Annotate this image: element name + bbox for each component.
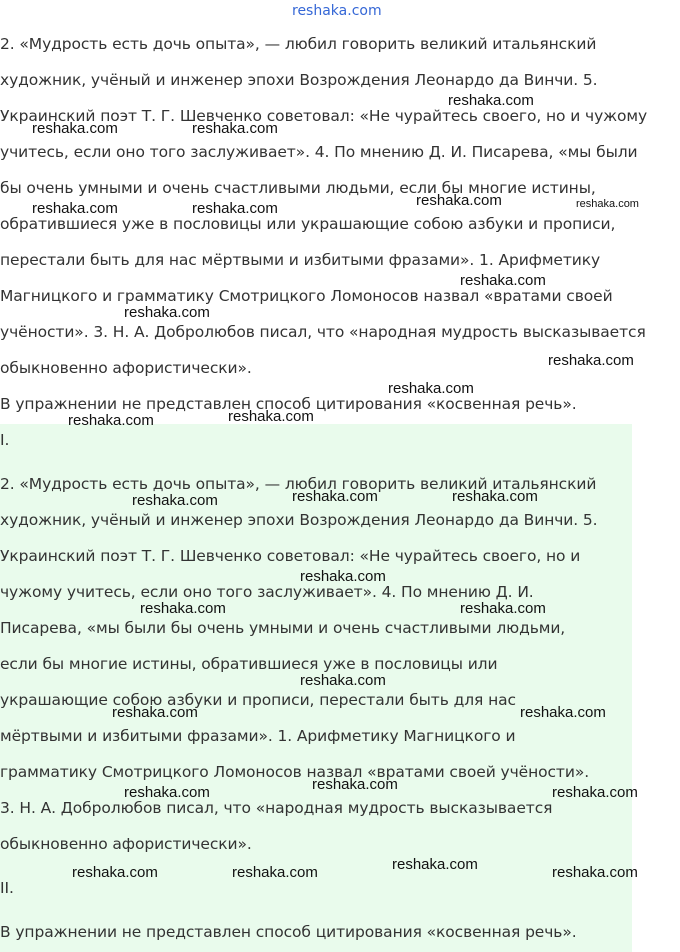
text-line: чужому учитесь, если оно того заслуживает». 4. По мнению Д. И. (0, 583, 534, 601)
text-line: обыкновенно афористически». (0, 835, 252, 853)
text-line: грамматику Смотрицкого Ломоносов назвал «вратами своей учёности». (0, 763, 590, 781)
watermark: reshaka.com (416, 192, 502, 209)
watermark: reshaka.com (300, 568, 386, 585)
watermark: reshaka.com (72, 864, 158, 881)
watermark: reshaka.com (32, 120, 118, 137)
text-line: Украинский поэт Т. Г. Шевченко советовал: «Не чурайтесь своего, но и (0, 547, 581, 565)
watermark: reshaka.com (232, 864, 318, 881)
text-line: В упражнении не представлен способ цитирования «косвенная речь». (0, 923, 577, 941)
text-line: учитесь, если оно того заслуживает». 4. По мнению Д. И. Писарева, «мы были (0, 143, 638, 161)
watermark: reshaka.com (520, 704, 606, 721)
section-heading-i: I. (0, 431, 10, 449)
watermark: reshaka.com (228, 408, 314, 425)
watermark: reshaka.com (124, 304, 210, 321)
site-header-link[interactable]: reshaka.com (292, 3, 382, 19)
watermark: reshaka.com (552, 864, 638, 881)
watermark: reshaka.com (192, 200, 278, 217)
watermark: reshaka.com (460, 600, 546, 617)
text-line: если бы многие истины, обратившиеся уже в пословицы или (0, 655, 498, 673)
watermark: reshaka.com (300, 672, 386, 689)
watermark: reshaka.com (192, 120, 278, 137)
watermark: reshaka.com (292, 488, 378, 505)
text-line: 2. «Мудрость есть дочь опыта», — любил говорить великий итальянский (0, 475, 597, 493)
text-line: украшающие собою азбуки и прописи, перестали быть для нас (0, 691, 516, 709)
watermark: reshaka.com (124, 784, 210, 801)
watermark: reshaka.com (132, 492, 218, 509)
watermark: reshaka.com (448, 92, 534, 109)
text-line: Магницкого и грамматику Смотрицкого Ломоносов назвал «вратами своей (0, 287, 613, 305)
text-line: Украинский поэт Т. Г. Шевченко советовал: «Не чурайтесь своего, но и чужому (0, 107, 648, 125)
text-line: обыкновенно афористически». (0, 359, 252, 377)
text-line: художник, учёный и инженер эпохи Возрождения Леонардо да Винчи. 5. (0, 71, 598, 89)
watermark: reshaka.com (68, 412, 154, 429)
watermark: reshaka.com (576, 198, 639, 210)
text-line: мёртвыми и избитыми фразами». 1. Арифметику Магницкого и (0, 727, 516, 745)
watermark: reshaka.com (388, 380, 474, 397)
section-heading-ii: II. (0, 879, 14, 897)
text-line: бы очень умными и очень счастливыми людьми, если бы многие истины, (0, 179, 596, 197)
watermark: reshaka.com (460, 272, 546, 289)
watermark: reshaka.com (112, 704, 198, 721)
text-line: учёности». 3. Н. А. Добролюбов писал, что «народная мудрость высказывается (0, 323, 646, 341)
watermark: reshaka.com (32, 200, 118, 217)
watermark: reshaka.com (392, 856, 478, 873)
text-line: обратившиеся уже в пословицы или украшающие собою азбуки и прописи, (0, 215, 616, 233)
watermark: reshaka.com (140, 600, 226, 617)
text-line: 2. «Мудрость есть дочь опыта», — любил говорить великий итальянский (0, 35, 597, 53)
text-line: 3. Н. А. Добролюбов писал, что «народная мудрость высказывается (0, 799, 553, 817)
watermark: reshaka.com (548, 352, 634, 369)
text-line: художник, учёный и инженер эпохи Возрождения Леонардо да Винчи. 5. (0, 511, 598, 529)
text-line: В упражнении не представлен способ цитирования «косвенная речь». (0, 395, 577, 413)
watermark: reshaka.com (312, 776, 398, 793)
watermark: reshaka.com (452, 488, 538, 505)
text-line: Писарева, «мы были бы очень умными и очень счастливыми людьми, (0, 619, 566, 637)
watermark: reshaka.com (552, 784, 638, 801)
text-line: перестали быть для нас мёртвыми и избитыми фразами». 1. Арифметику (0, 251, 601, 269)
